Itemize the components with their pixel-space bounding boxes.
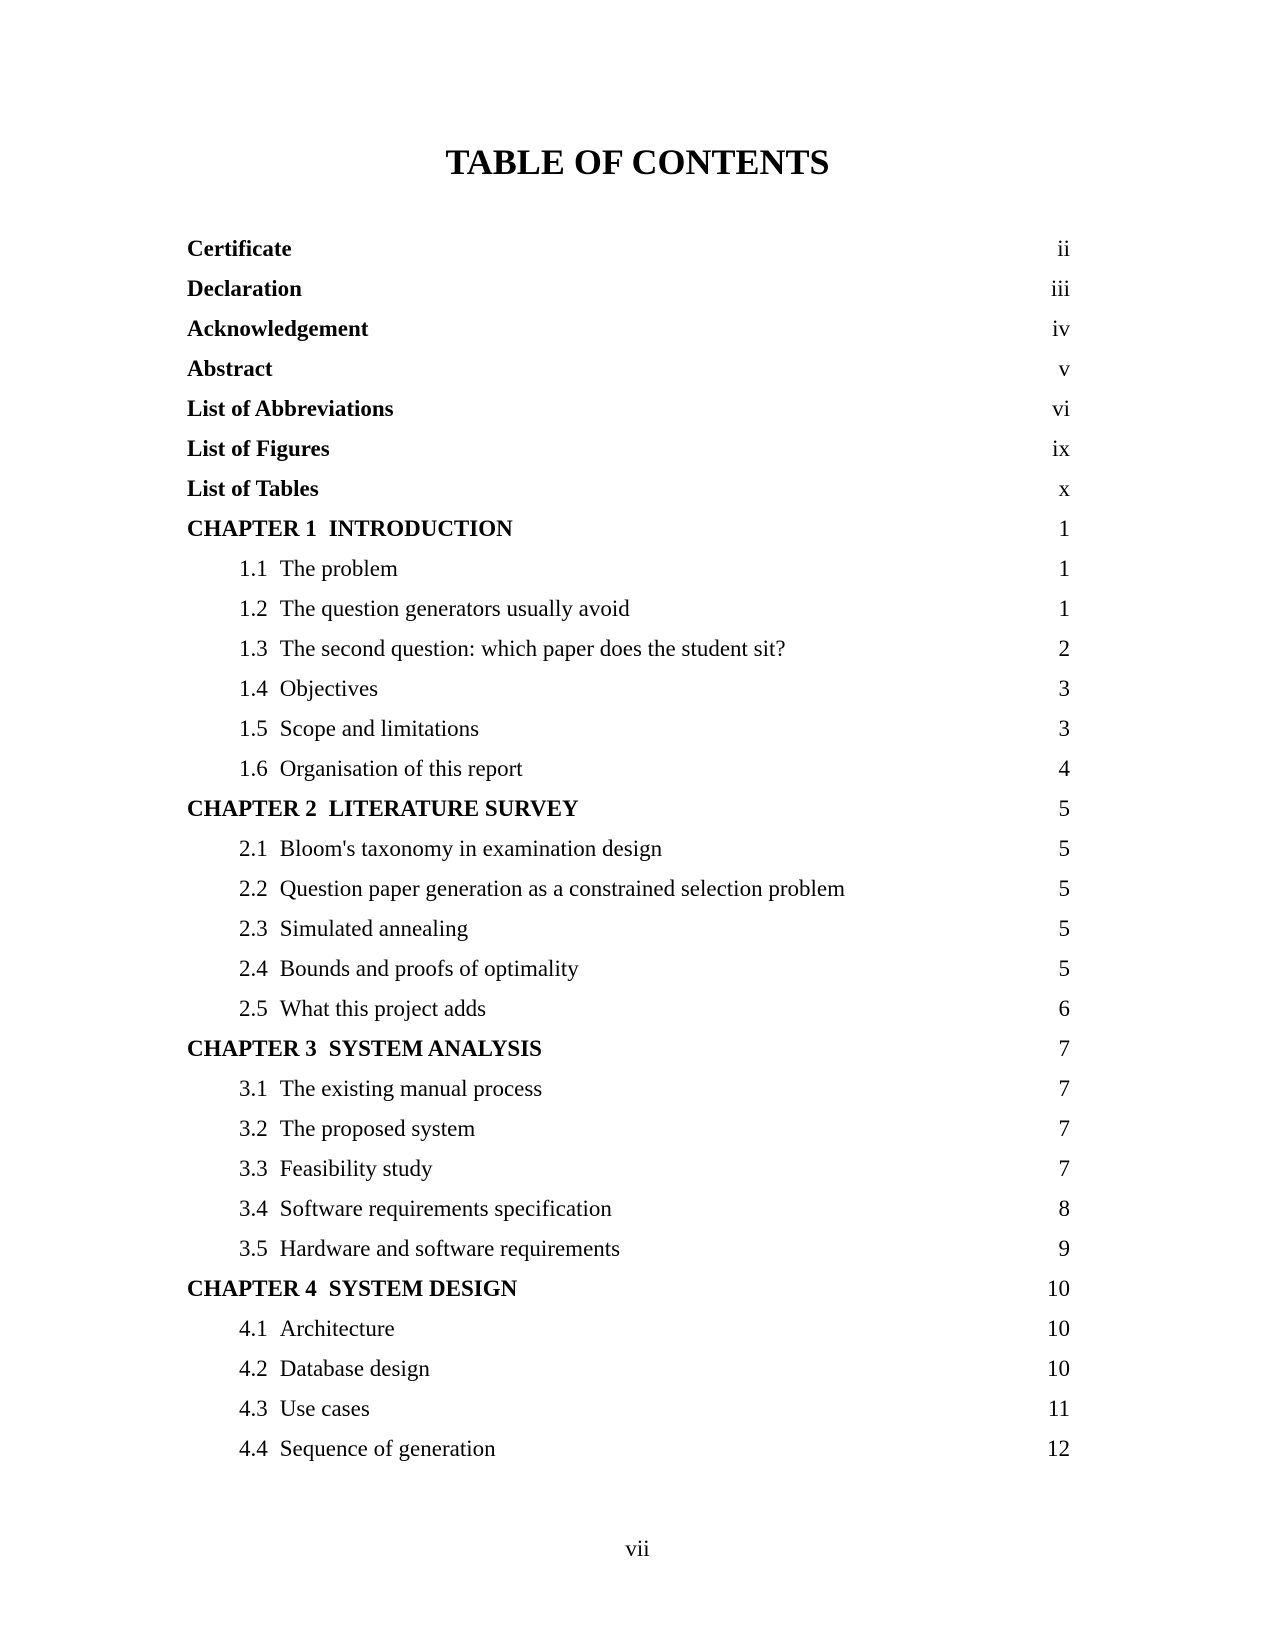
toc-entry-page: 4 [1058, 756, 1070, 781]
toc-entry-label: Sequence of generation [279, 1436, 496, 1461]
toc-entry-number: 1.1 [239, 556, 268, 581]
toc-entry-page: iii [1050, 276, 1070, 301]
toc-entry-number: 2.1 [239, 836, 268, 861]
toc-entry-number: CHAPTER 1 [187, 516, 317, 541]
toc-entry-label: The second question: which paper does the student sit? [279, 636, 786, 661]
toc-entry-chapter [187, 509, 1070, 549]
toc-entry-title [187, 1036, 542, 1061]
toc-entry-label: Certificate [187, 236, 292, 261]
toc-entry-title [187, 1196, 612, 1221]
toc-entry-page: 10 [1047, 1356, 1070, 1381]
toc-entry-page: 1 [1058, 516, 1070, 541]
toc-entry-label: Objectives [279, 676, 379, 701]
toc-entry-title [187, 1436, 496, 1461]
toc-entry-number: CHAPTER 3 [187, 1036, 317, 1061]
toc-entry-front [187, 309, 1070, 349]
toc-entry-title [187, 436, 330, 461]
toc-entry-section [187, 549, 1070, 589]
toc-entry-label: SYSTEM DESIGN [328, 1276, 518, 1301]
toc-entry-section [187, 1389, 1070, 1429]
toc-entry-section [187, 1189, 1070, 1229]
toc-entry-section [187, 589, 1070, 629]
toc-entry-page: 11 [1047, 1396, 1070, 1421]
toc-entry-section [187, 709, 1070, 749]
table-of-contents [187, 229, 1070, 1469]
toc-entry-page: 2 [1058, 636, 1070, 661]
toc-entry-page: 3 [1058, 716, 1070, 741]
toc-entry-title [187, 1076, 542, 1101]
toc-entry-label: The existing manual process [279, 1076, 543, 1101]
toc-entry-chapter [187, 789, 1070, 829]
toc-entry-page: 5 [1058, 836, 1070, 861]
toc-entry-label: INTRODUCTION [328, 516, 513, 541]
toc-entry-page: 10 [1047, 1276, 1070, 1301]
toc-entry-title [187, 996, 486, 1021]
toc-entry-label: Scope and limitations [279, 716, 480, 741]
toc-entry-label: Bloom's taxonomy in examination design [279, 836, 663, 861]
page-number: vii [625, 1536, 650, 1561]
toc-entry-number: CHAPTER 4 [187, 1276, 317, 1301]
toc-entry-label: Architecture [279, 1316, 395, 1341]
toc-entry-page: 5 [1058, 876, 1070, 901]
toc-entry-title [187, 516, 513, 541]
toc-entry-front [187, 349, 1070, 389]
toc-entry-page: 10 [1047, 1316, 1070, 1341]
toc-entry-title [187, 556, 398, 581]
toc-entry-number: 4.1 [239, 1316, 268, 1341]
toc-entry-number: 1.6 [239, 756, 268, 781]
toc-entry-number: CHAPTER 2 [187, 796, 317, 821]
toc-entry-title [187, 876, 845, 901]
toc-entry-page: ix [1052, 436, 1070, 461]
toc-entry-label: Organisation of this report [279, 756, 523, 781]
toc-entry-label: What this project adds [279, 996, 487, 1021]
toc-entry-front [187, 229, 1070, 269]
toc-entry-label: Abstract [187, 356, 273, 381]
toc-entry-page: v [1058, 356, 1070, 381]
toc-entry-section [187, 989, 1070, 1029]
toc-entry-title [187, 1356, 430, 1381]
toc-entry-number: 4.4 [239, 1436, 268, 1461]
toc-entry-page: 7 [1058, 1036, 1070, 1061]
toc-entry-section [187, 1109, 1070, 1149]
toc-entry-number: 4.2 [239, 1356, 268, 1381]
toc-entry-title [187, 276, 302, 301]
toc-entry-page: 1 [1058, 596, 1070, 621]
toc-entry-label: Question paper generation as a constrained selection problem [279, 876, 845, 901]
toc-entry-label: Declaration [187, 276, 302, 301]
toc-entry-title [187, 396, 394, 421]
toc-entry-label: Bounds and proofs of optimality [279, 956, 579, 981]
toc-entry-page: iv [1052, 316, 1070, 341]
toc-entry-title [187, 716, 479, 741]
toc-entry-section [187, 1309, 1070, 1349]
toc-entry-title [187, 1236, 620, 1261]
toc-entry-page: 7 [1058, 1156, 1070, 1181]
toc-entry-page: 8 [1058, 1196, 1070, 1221]
toc-entry-number: 2.3 [239, 916, 268, 941]
toc-entry-section [187, 669, 1070, 709]
toc-entry-title [187, 596, 630, 621]
toc-entry-section [187, 629, 1070, 669]
toc-entry-label: Database design [279, 1356, 430, 1381]
toc-entry-number: 1.5 [239, 716, 268, 741]
toc-entry-label: List of Tables [187, 476, 319, 501]
toc-entry-page: 5 [1058, 796, 1070, 821]
toc-entry-section [187, 749, 1070, 789]
toc-entry-section [187, 869, 1070, 909]
toc-entry-title [187, 676, 378, 701]
toc-entry-chapter [187, 1269, 1070, 1309]
toc-entry-number: 4.3 [239, 1396, 268, 1421]
toc-entry-page: 7 [1058, 1076, 1070, 1101]
toc-entry-section [187, 1229, 1070, 1269]
toc-entry-title [187, 1156, 432, 1181]
toc-entry-section [187, 1349, 1070, 1389]
toc-entry-label: List of Abbreviations [187, 396, 394, 421]
toc-entry-title [187, 1316, 395, 1341]
toc-entry-number: 3.4 [239, 1196, 268, 1221]
toc-entry-title [187, 1116, 475, 1141]
page-title: TABLE OF CONTENTS [445, 142, 830, 182]
toc-entry-page: 6 [1058, 996, 1070, 1021]
toc-entry-title [187, 636, 786, 661]
toc-entry-front [187, 269, 1070, 309]
toc-entry-label: Simulated annealing [279, 916, 469, 941]
toc-entry-page: 7 [1058, 1116, 1070, 1141]
toc-entry-label: Hardware and software requirements [279, 1236, 621, 1261]
toc-entry-front [187, 429, 1070, 469]
toc-entry-label: The question generators usually avoid [279, 596, 630, 621]
toc-entry-page: 3 [1058, 676, 1070, 701]
toc-entry-page: 5 [1058, 916, 1070, 941]
toc-entry-number: 3.2 [239, 1116, 268, 1141]
toc-entry-title [187, 916, 468, 941]
toc-entry-section [187, 909, 1070, 949]
toc-entry-title [187, 796, 579, 821]
toc-entry-label: The problem [279, 556, 398, 581]
toc-entry-title [187, 1276, 517, 1301]
toc-entry-page: vi [1052, 396, 1070, 421]
toc-entry-title [187, 1396, 370, 1421]
toc-entry-section [187, 1429, 1070, 1469]
toc-entry-number: 3.1 [239, 1076, 268, 1101]
toc-entry-title [187, 236, 292, 261]
toc-entry-number: 2.4 [239, 956, 268, 981]
toc-entry-page: x [1058, 476, 1070, 501]
toc-entry-page: 12 [1047, 1436, 1070, 1461]
toc-entry-title [187, 956, 579, 981]
toc-entry-number: 1.3 [239, 636, 268, 661]
toc-entry-title [187, 316, 368, 341]
toc-entry-title [187, 476, 319, 501]
toc-entry-label: LITERATURE SURVEY [328, 796, 579, 821]
toc-entry-number: 3.3 [239, 1156, 268, 1181]
toc-entry-page: 5 [1058, 956, 1070, 981]
toc-entry-page: 1 [1058, 556, 1070, 581]
toc-entry-label: Acknowledgement [187, 316, 369, 341]
toc-entry-label: The proposed system [279, 1116, 476, 1141]
toc-entry-page: 9 [1058, 1236, 1070, 1261]
toc-entry-front [187, 469, 1070, 509]
toc-entry-number: 1.2 [239, 596, 268, 621]
toc-entry-section [187, 1149, 1070, 1189]
toc-entry-section [187, 1069, 1070, 1109]
toc-entry-label: SYSTEM ANALYSIS [328, 1036, 542, 1061]
toc-entry-number: 3.5 [239, 1236, 268, 1261]
toc-entry-label: Use cases [279, 1396, 370, 1421]
toc-entry-label: Feasibility study [279, 1156, 433, 1181]
toc-entry-number: 2.5 [239, 996, 268, 1021]
toc-entry-section [187, 829, 1070, 869]
toc-entry-page: ii [1057, 236, 1070, 261]
toc-entry-chapter [187, 1029, 1070, 1069]
toc-entry-title [187, 756, 523, 781]
toc-entry-section [187, 949, 1070, 989]
toc-entry-label: Software requirements specification [279, 1196, 612, 1221]
toc-entry-label: List of Figures [187, 436, 330, 461]
toc-entry-title [187, 836, 662, 861]
toc-entry-front [187, 389, 1070, 429]
toc-entry-title [187, 356, 273, 381]
toc-entry-number: 1.4 [239, 676, 268, 701]
toc-entry-number: 2.2 [239, 876, 268, 901]
